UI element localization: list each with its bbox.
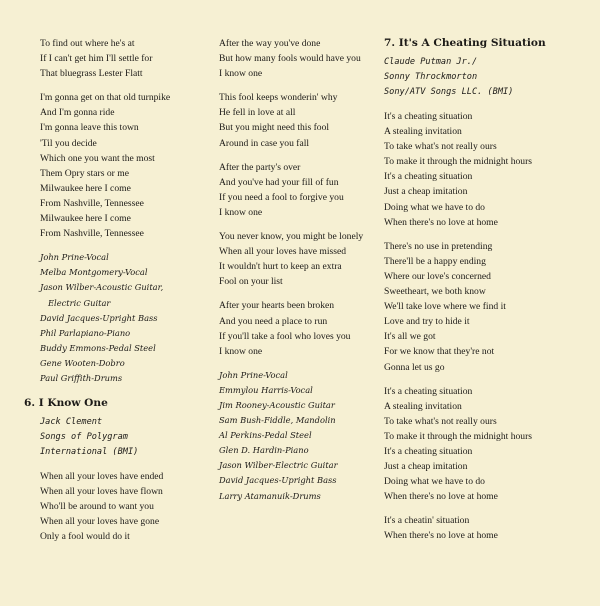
stanza (219, 90, 391, 150)
credit-line: David Jacques-Upright Bass (219, 475, 337, 486)
lyric-line: To take what's not really ours (384, 415, 497, 427)
lyric-line: After the way you've done (219, 38, 321, 49)
writer-line: International (BMI) (40, 447, 139, 458)
lyric-line: When all your loves have flown (40, 486, 163, 498)
lyric-line: After the party's over (219, 161, 301, 173)
lyric-line: Doing what we have to do (384, 476, 485, 488)
lyric-line: Around in case you fall (219, 137, 310, 149)
lyric-line: When all your loves have ended (40, 471, 164, 483)
credit-line: Emmylou Harris-Vocal (219, 384, 313, 395)
lyrics-block (384, 109, 594, 544)
lyric-line: Milwaukee here I come (40, 213, 131, 225)
lyric-line: There's no use in pretending (384, 240, 493, 252)
stanza (219, 229, 391, 289)
lyric-line: I know one (219, 206, 263, 218)
lyric-line: To make it through the midnight hours (384, 156, 533, 168)
column-3 (384, 36, 594, 553)
musician-credits (40, 250, 212, 386)
lyric-line: And you need a place to run (219, 315, 328, 327)
lyric-line: Doing what we have to do (384, 201, 485, 213)
lyric-line: 'Til you decide (40, 137, 97, 149)
lyric-line: When all your loves have missed (219, 246, 347, 258)
lyric-line: It's a cheating situation (384, 385, 473, 397)
lyric-line: Fool on your list (219, 276, 283, 288)
credit-line: Jason Wilber-Acoustic Guitar, (40, 282, 164, 293)
songwriter-credits (40, 415, 212, 460)
lyrics-block (219, 36, 391, 359)
lyric-line: Only a fool would do it (40, 531, 130, 543)
lyric-line: Just a cheap imitation (384, 186, 468, 198)
lyric-line: When there's no love at home (384, 216, 498, 228)
lyric-line: A stealing invitation (384, 400, 462, 412)
credit-line: Buddy Emmons-Pedal Steel (40, 342, 156, 353)
lyric-line: He fell in love at all (219, 107, 296, 119)
lyric-line: We'll take love where we find it (384, 301, 506, 313)
lyric-line: When there's no love at home (384, 530, 498, 542)
credit-line: Gene Wooten-Dobro (40, 357, 125, 368)
lyric-line: Gonna let us go (384, 361, 445, 373)
lyric-line: Them Opry stars or me (40, 167, 129, 179)
stanza (219, 298, 391, 358)
lyric-line: Where our love's concerned (384, 270, 491, 282)
song-title: 7. It's A Cheating Situation (384, 37, 546, 49)
credit-line: Jim Rooney-Acoustic Guitar (219, 399, 335, 410)
lyrics-block (40, 469, 212, 544)
credit-line: David Jacques-Upright Bass (40, 312, 158, 323)
song-heading (24, 396, 212, 411)
stanza (40, 90, 212, 241)
lyric-line: But how many fools would have you (219, 53, 361, 65)
lyric-line: To take what's not really ours (384, 141, 497, 153)
lyric-line: After your hearts been broken (219, 300, 335, 312)
credit-line: John Prine-Vocal (219, 369, 288, 380)
lyric-line: You never know, you might be lonely (219, 231, 364, 243)
lyric-line: It's a cheatin' situation (384, 515, 470, 527)
lyric-line: I'm gonna leave this town (40, 122, 139, 134)
song-heading (384, 36, 594, 51)
lyric-line: If I can't get him I'll settle for (40, 53, 153, 65)
lyric-line: For we know that they're not (384, 346, 495, 358)
lyric-line: Sweetheart, we both know (384, 286, 486, 298)
lyric-line: I'm gonna get on that old turnpike (40, 92, 171, 104)
lyric-line: From Nashville, Tennessee (40, 197, 144, 209)
stanza (219, 160, 391, 220)
lyric-line: Who'll be around to want you (40, 501, 154, 513)
credit-line: Melba Montgomery-Vocal (40, 267, 148, 278)
stanza (40, 36, 212, 81)
lyric-line: It wouldn't hurt to keep an extra (219, 261, 342, 273)
musician-credits (219, 368, 391, 504)
lyric-line: I know one (219, 68, 263, 80)
lyric-line: And I'm gonna ride (40, 107, 115, 119)
lyric-line: It's all we got (384, 331, 436, 343)
credit-line: Electric Guitar (48, 297, 111, 308)
credit-line: Phil Parlapiano-Piano (40, 327, 131, 338)
lyric-line: To find out where he's at (40, 38, 135, 49)
lyric-line: Which one you want the most (40, 152, 155, 164)
stanza (384, 384, 594, 505)
column-1 (24, 36, 212, 554)
stanza (219, 36, 391, 81)
writer-line: Songs of Polygram (40, 432, 128, 443)
writer-line: Jack Clement (40, 417, 103, 428)
lyric-line: If you need a fool to forgive you (219, 191, 344, 203)
lyric-line: A stealing invitation (384, 126, 462, 138)
credit-line: John Prine-Vocal (40, 252, 109, 263)
credit-line: Paul Griffith-Drums (40, 372, 123, 383)
stanza (384, 513, 594, 543)
credit-line: Larry Atamanuik-Drums (219, 490, 321, 501)
stanza (40, 469, 212, 544)
lyric-line: It's a cheating situation (384, 111, 473, 122)
songwriter-credits (384, 55, 594, 100)
lyric-line: From Nashville, Tennessee (40, 228, 144, 240)
lyric-line: When all your loves have gone (40, 516, 160, 528)
writer-line: Claude Putman Jr./ (384, 57, 478, 67)
lyric-line: And you've had your fill of fun (219, 176, 339, 188)
lyric-line: Love and try to hide it (384, 316, 470, 328)
lyric-line: If you'll take a fool who loves you (219, 330, 351, 342)
credit-line: Glen D. Hardin-Piano (219, 445, 309, 456)
lyric-line: There'll be a happy ending (384, 255, 486, 267)
lyric-line: I know one (219, 345, 263, 357)
stanza (384, 109, 594, 230)
credit-line: Al Perkins-Pedal Steel (219, 430, 312, 441)
writer-line: Sonny Throckmorton (384, 72, 478, 82)
lyric-line: That bluegrass Lester Flatt (40, 68, 143, 80)
lyric-line: Milwaukee here I come (40, 182, 131, 194)
credit-line: Sam Bush-Fiddle, Mandolin (219, 415, 336, 426)
column-2 (219, 36, 391, 514)
lyric-line: This fool keeps wonderin' why (219, 92, 338, 104)
lyric-line: When there's no love at home (384, 491, 498, 503)
writer-line: Sony/ATV Songs LLC. (BMI) (384, 87, 514, 97)
song-title: 6. I Know One (24, 397, 108, 410)
lyric-line: Just a cheap imitation (384, 461, 468, 473)
lyrics-block (40, 36, 212, 241)
credit-line: Jason Wilber-Electric Guitar (219, 460, 338, 471)
lyric-line: To make it through the midnight hours (384, 430, 533, 442)
lyric-line: But you might need this fool (219, 122, 330, 134)
lyric-line: It's a cheating situation (384, 445, 473, 457)
stanza (384, 239, 594, 375)
lyric-line: It's a cheating situation (384, 171, 473, 183)
